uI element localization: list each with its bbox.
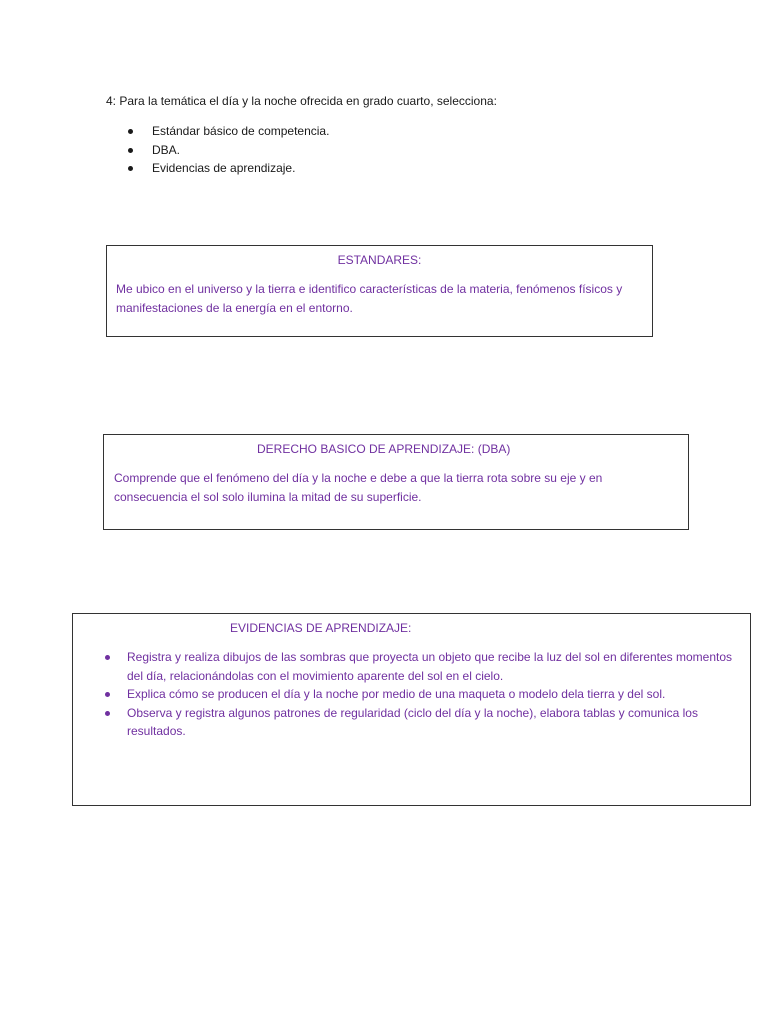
evidencia-text: Observa y registra algunos patrones de regularidad (ciclo del día y la noche), elabora tablas y comunica los resultados. xyxy=(127,705,698,738)
bullet-icon xyxy=(105,655,110,660)
estandares-box xyxy=(106,245,653,337)
list-item xyxy=(73,648,733,685)
question-heading: 4: Para la temática el día y la noche ofrecida en grado cuarto, selecciona: xyxy=(106,94,497,108)
dba-title: DERECHO BASICO DE APRENDIZAJE: (DBA) xyxy=(257,442,511,456)
list-item-label: Evidencias de aprendizaje. xyxy=(152,161,296,175)
estandares-title: ESTANDARES: xyxy=(337,253,422,267)
list-item xyxy=(128,159,329,178)
bullet-icon xyxy=(128,148,133,153)
bullet-icon xyxy=(128,129,133,134)
evidencias-list xyxy=(73,648,733,741)
dba-text: Comprende que el fenómeno del día y la noche e debe a que la tierra rota sobre su eje y en consecuencia el sol solo ilumina la mitad de su superficie. xyxy=(114,471,603,504)
bullet-icon xyxy=(105,692,110,697)
bullet-icon xyxy=(105,711,110,716)
dba-box xyxy=(103,434,689,530)
list-item xyxy=(73,704,733,741)
bullet-icon xyxy=(128,166,133,171)
evidencia-text: Explica cómo se producen el día y la noche por medio de una maqueta o modelo dela tierra y del sol. xyxy=(127,687,666,701)
evidencias-title: EVIDENCIAS DE APRENDIZAJE: xyxy=(230,621,412,635)
list-item xyxy=(73,685,733,704)
list-item-label: DBA. xyxy=(152,142,181,157)
list-item xyxy=(128,141,329,160)
selection-list xyxy=(128,122,329,178)
estandares-text: Me ubico en el universo y la tierra e identifico características de la materia, fenómenos físicos y manifestaciones de la energía en el entorno. xyxy=(116,282,623,315)
list-item-label: Estándar básico de competencia. xyxy=(152,124,330,138)
evidencia-text: Registra y realiza dibujos de las sombras que proyecta un objeto que recibe la luz del sol en diferentes momentos del día, relacionándolas con el movimiento aparente del sol en el cielo. xyxy=(127,650,733,683)
list-item xyxy=(128,122,329,141)
evidencias-box xyxy=(72,613,751,806)
